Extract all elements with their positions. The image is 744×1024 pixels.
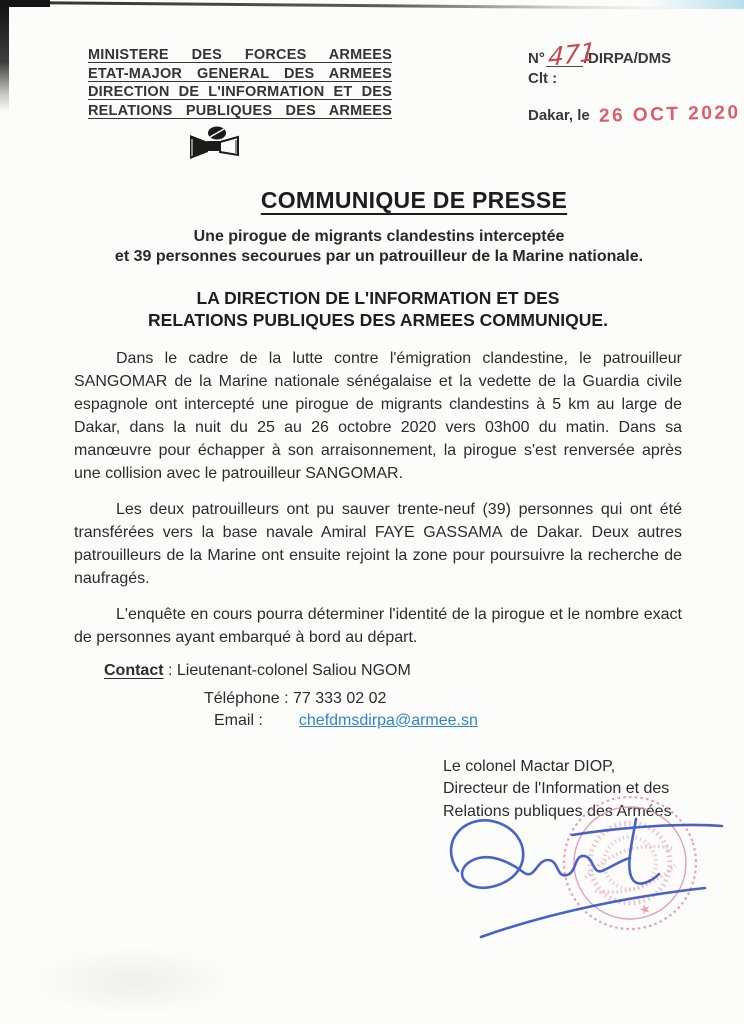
contact-separator: : xyxy=(163,661,177,679)
title-wrap xyxy=(0,187,744,214)
email-line xyxy=(214,712,744,730)
date-line xyxy=(528,102,741,127)
letterhead xyxy=(88,46,392,169)
paragraph-2: Les deux patrouilleurs ont pu sauver trente-neuf (39) personnes qui ont été transférées vers la base navale Amiral FAYE GASSAMA de Dakar. Deux autres patrouilleurs de la Marine ont ensuite rejoint la zone pour poursuivre la recherche de naufragés. xyxy=(74,500,682,587)
email-link[interactable]: chefdmsdirpa@armee.sn xyxy=(298,711,478,729)
contact-label: Contact xyxy=(104,661,164,679)
place-label: Dakar, le xyxy=(528,106,590,124)
letterhead-line: MINISTERE DES FORCES ARMEES xyxy=(88,47,392,63)
document-header xyxy=(0,0,744,169)
page-title: COMMUNIQUE DE PRESSE xyxy=(260,186,568,213)
contact-name: Lieutenant-colonel Saliou NGOM xyxy=(176,661,411,679)
contact-block xyxy=(104,662,744,730)
subtitle-line-1: Une pirogue de migrants clandestins interceptée xyxy=(193,227,565,245)
phone-number: 77 333 02 02 xyxy=(292,689,387,707)
section-heading-line-2: RELATIONS PUBLIQUES DES ARMEES COMMUNIQUE. xyxy=(148,309,608,330)
section-heading xyxy=(0,287,744,331)
phone-line xyxy=(204,690,744,708)
paragraph-3: L'enquête en cours pourra déterminer l'identité de la pirogue et le nombre exact de personnes ayant embarqué à bord au départ. xyxy=(74,605,682,646)
phone-label: Téléphone : xyxy=(204,689,289,707)
email-label: Email : xyxy=(214,711,263,729)
paragraph-1: Dans le cadre de la lutte contre l'émigration clandestine, le patrouilleur SANGOMAR de la Marine nationale sénégalaise et la vedette de la Guardia civile espagnole ont intercepté une pirogue de migrants clandestins à 5 km au large de Dakar, dans la nuit du 25 au 26 octobre 2020 vers 03h00 du matin. Dans sa manœuvre pour échapper à son arraisonnement, la pirogue s'est renversée après une collision avec le patrouilleur SANGOMAR. xyxy=(74,349,682,482)
scan-cyan-smudge xyxy=(648,0,744,9)
subtitle-line-2: et 39 personnes secourues par un patrouilleur de la Marine nationale. xyxy=(114,247,644,265)
letterhead-line: DIRECTION DE L'INFORMATION ET DES xyxy=(88,84,392,101)
reference-number-prefix: N° xyxy=(528,50,545,67)
scan-bottom-smudge xyxy=(28,946,238,1016)
reference-number-blank xyxy=(546,36,597,73)
reference-number xyxy=(528,36,728,73)
signature-scribble xyxy=(451,819,722,937)
date-stamp: 26 OCT 2020 xyxy=(598,102,741,127)
contact-line xyxy=(104,662,744,680)
signatory-title-line-1: Directeur de l'Information et des xyxy=(443,780,670,798)
signature-block xyxy=(443,756,744,824)
reference-number-suffix: /DIRPA/DMS xyxy=(583,50,672,67)
subtitle xyxy=(0,227,744,267)
handwritten-number: 471 xyxy=(547,36,597,73)
scan-corner-shadow-top xyxy=(0,0,50,7)
body-copy xyxy=(74,347,682,649)
letterhead-line: ETAT-MAJOR GENERAL DES ARMEES xyxy=(88,65,392,82)
section-heading-line-1: LA DIRECTION DE L'INFORMATION ET DES xyxy=(196,287,560,308)
classification-label: Clt : xyxy=(528,70,558,87)
dirpa-emblem-icon xyxy=(188,125,240,163)
scan-corner-shadow xyxy=(0,0,9,112)
svg-text:★: ★ xyxy=(637,900,653,919)
letterhead-line: RELATIONS PUBLIQUES DES ARMEES xyxy=(88,102,392,119)
reference-block xyxy=(528,36,741,169)
signatory-name: Le colonel Mactar DIOP, xyxy=(443,757,616,775)
signatory-title-line-2: Relations publiques des Armées xyxy=(443,802,672,820)
